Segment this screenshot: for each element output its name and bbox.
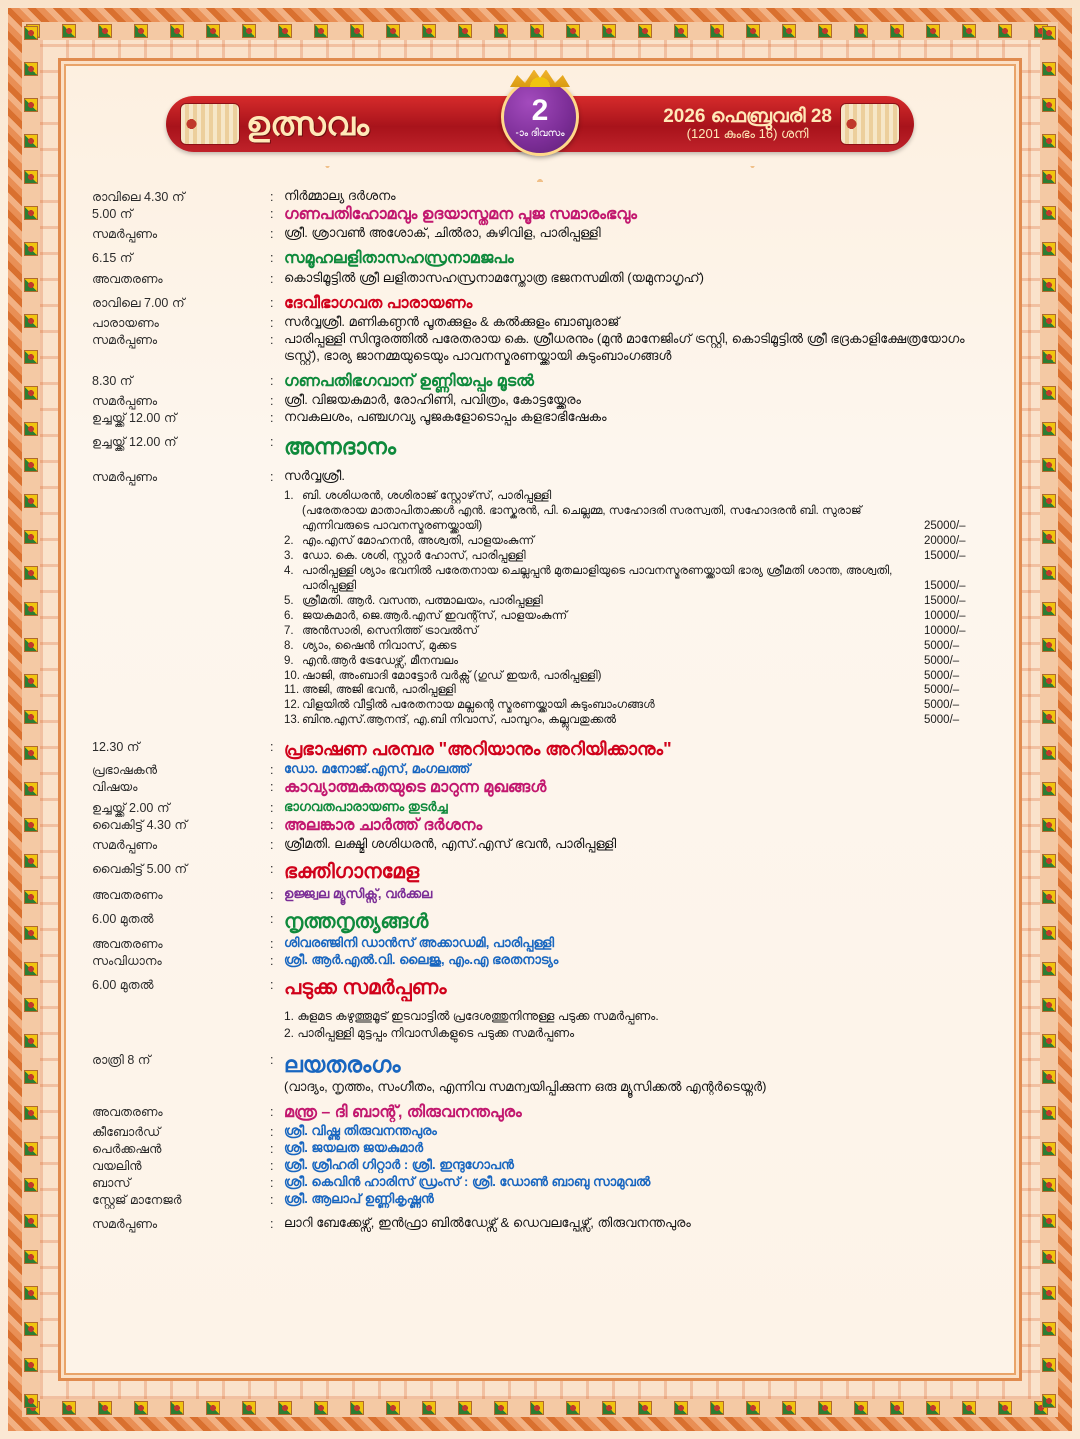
- program-row: [92, 1123, 996, 1140]
- donor-amount: 5000/–: [924, 654, 960, 667]
- donor-amount: 5000/–: [924, 669, 960, 682]
- program-row: [92, 1140, 996, 1157]
- program-time: പാരായണം: [92, 316, 159, 331]
- program-row: [92, 761, 996, 778]
- program-colon: :: [270, 251, 274, 266]
- donor-name: (പരേതരായ മാതാപിതാക്കൾ എൻ. ഭാസ്കരൻ, പി. ചെല്ലമ്മ, സഹോദരി സരസ്വതി, സഹോദരൻ ബി. സുരാജ് എന്നിവരുടെ പാവനസ്മരണയ്ക്കായി): [302, 505, 862, 533]
- donor-row: [284, 713, 996, 728]
- program-colon: :: [270, 227, 274, 242]
- program-colon: :: [270, 838, 274, 853]
- program-description: അന്നദാനം: [284, 434, 397, 460]
- program-row: [92, 1103, 996, 1123]
- program-row: [92, 188, 996, 205]
- program-colon: :: [270, 1176, 274, 1191]
- program-row: [92, 1079, 996, 1096]
- program-time: വൈകിട്ട് 5.00 ന്: [92, 862, 188, 877]
- header-banner: [166, 78, 914, 164]
- donor-index: 10.: [284, 669, 300, 682]
- program-description: പാരിപ്പള്ളി സിന്ദൂരത്തിൽ പരേതരായ കെ. ശ്രീധരനും (മുൻ മാനേജിംഗ് ട്രസ്റ്റി, കൊടിമൂട്ടിൽ ശ്രീ ഭദ്രകാളിക്ഷേത്രയോഗം ട്രസ്റ്റ്), ഭാര്യ ജാനമ്മയുടെയും പാവനസ്മരണയ്ക്കായി കുടുംബാംഗങ്ങൾ: [284, 331, 965, 364]
- donor-amount: 5000/–: [924, 684, 960, 697]
- program-colon: :: [270, 470, 274, 485]
- program-row: [92, 952, 996, 969]
- donor-amount: 25000/–: [924, 520, 966, 533]
- program-colon: :: [270, 1104, 274, 1119]
- program-time: പ്രഭാഷകൻ: [92, 763, 158, 778]
- program-time: സമർപ്പണം: [92, 838, 158, 853]
- program-description: കാവ്യാത്മകതയുടെ മാറുന്ന മുഖങ്ങൾ: [284, 779, 547, 797]
- day-badge: [501, 78, 579, 156]
- program-time: ഉച്ചയ്ക്ക് 12.00 ന്: [92, 435, 177, 450]
- program-colon: :: [270, 780, 274, 795]
- program-colon: :: [270, 373, 274, 388]
- note-item: 1. കുളമട കഴുത്തൂമൂട് ഇടവാട്ടിൽ പ്രദേശത്തുനിന്നുള്ള പടുക്ക സമർപ്പണം.: [284, 1009, 659, 1024]
- program-description: ശ്രീ. വിജയകുമാർ, രോഹിണി, പവിത്രം, കോട്ടയ്ക്കേരം: [284, 392, 581, 408]
- program-list-top: [92, 188, 996, 485]
- program-list-bottom: [92, 1051, 996, 1232]
- program-description: ശ്രീ. ജയലത ജയകുമാർ: [284, 1140, 424, 1156]
- program-row: [92, 372, 996, 392]
- program-time: 6.00 മുതൽ: [92, 978, 154, 993]
- program-row: [92, 1051, 996, 1079]
- donor-spacer-colon: [270, 487, 284, 488]
- program-colon: :: [270, 271, 274, 286]
- program-colon: :: [270, 954, 274, 969]
- program-colon: :: [270, 333, 274, 348]
- program-row: [92, 294, 996, 314]
- program-time: 12.30 ന്: [92, 740, 140, 755]
- program-time: വിഷയം: [92, 780, 138, 795]
- program-description: നിർമ്മാല്യ ദർശനം: [284, 188, 396, 203]
- program-time: അവതരണം: [92, 887, 163, 902]
- program-time: 5.00 ന്: [92, 207, 133, 221]
- program-description: ശ്രീ. ശ്രാവൺ അശോക്, ചിൽരാ, കുഴിവിള, പാരിപ്പള്ളി: [284, 225, 601, 241]
- program-time: സമർപ്പണം: [92, 1217, 158, 1232]
- notes-body: [284, 1008, 996, 1043]
- donor-row: [284, 669, 996, 684]
- program-description: പ്രഭാഷണ പരമ്പര "അറിയാനും അറിയിക്കാനും": [284, 739, 672, 760]
- day-label: -ാം ദിവസം: [515, 127, 565, 139]
- donor-index: 13.: [284, 714, 300, 727]
- program-row: [92, 331, 996, 364]
- program-time: രാത്രി 8 ന്: [92, 1052, 151, 1067]
- notes-row: [92, 1006, 996, 1043]
- donor-index: 7.: [284, 624, 294, 637]
- program-colon: :: [270, 937, 274, 952]
- program-description: സമൂഹലളിതാസഹസ്രനാമജപം: [284, 250, 514, 268]
- program-description: അലങ്കാര ചാർത്ത് ദർശനം: [284, 816, 483, 834]
- program-row: [92, 392, 996, 409]
- program-row: [92, 205, 996, 225]
- program-colon: :: [270, 1142, 274, 1157]
- donor-amount: 5000/–: [924, 714, 960, 727]
- program-colon: [270, 1079, 284, 1080]
- program-colon: :: [270, 817, 274, 832]
- donor-name: എൻ.ആർ ട്രേഡേഴ്സ്, മീനമ്പലം: [302, 654, 459, 667]
- donor-index: 4.: [284, 564, 294, 577]
- padukka-notes: [92, 1006, 996, 1043]
- program-time: സമർപ്പണം: [92, 227, 158, 242]
- program-description: ഉജ്ജ്വല മ്യൂസിക്സ്, വർക്കല: [284, 885, 433, 901]
- donor-index: 9.: [284, 654, 294, 667]
- program-row: [92, 314, 996, 331]
- donor-list: [284, 489, 996, 728]
- program-colon: :: [270, 911, 274, 926]
- program-time: പെർക്കഷൻ: [92, 1142, 162, 1157]
- program-row: [92, 976, 996, 1002]
- program-time: 6.15 ന്: [92, 251, 133, 266]
- donor-row: [284, 534, 996, 549]
- program-colon: :: [270, 1159, 274, 1174]
- program-description: നവകലശം, പഞ്ചഗവ്യ പൂജകളോടൊപ്പം കളഭാഭിഷേകം: [284, 409, 607, 425]
- donor-row: [284, 594, 996, 609]
- donor-amount: 20000/–: [924, 535, 966, 548]
- note-item: 2. പാരിപ്പള്ളി മുട്ടപ്പം നിവാസികളുടെ പടുക്ക സമർപ്പണം: [284, 1026, 575, 1041]
- program-row: [92, 799, 996, 816]
- program-description: സർവ്വശ്രീ. മണികണ്ഠൻ പൂതക്കുളം & കൽക്കുളം ബാബുരാജ്: [284, 314, 620, 330]
- program-colon: :: [270, 411, 274, 426]
- program-time: ബാസ്: [92, 1176, 131, 1191]
- donation-list: [92, 487, 996, 728]
- program-description: ശിവരഞ്ജിനി ഡാൻസ് അക്കാഡമി, പാരിപ്പള്ളി: [284, 935, 555, 951]
- program-row: [92, 409, 996, 426]
- program-row: [92, 270, 996, 287]
- donor-name: ജയകുമാർ, ജെ.ആർ.എസ് ഇവന്റ്സ്, പാളയംകുന്ന്: [302, 609, 568, 622]
- donor-amount: 5000/–: [924, 699, 960, 712]
- donor-name: അൻസാരി, സെനിത്ത് ട്രാവൽസ്: [302, 624, 479, 637]
- program-colon: :: [270, 763, 274, 778]
- program-colon: :: [270, 1217, 274, 1232]
- donor-index: 8.: [284, 639, 294, 652]
- program-time: രാവിലെ 4.30 ന്: [92, 190, 185, 204]
- program-row: [92, 778, 996, 798]
- program-colon: :: [270, 207, 274, 221]
- banner-date-sub: (1201 കുംഭം 16) ശനി: [686, 126, 809, 142]
- donor-index: 6.: [284, 609, 294, 622]
- program-colon: :: [270, 862, 274, 877]
- program-description: ശ്രീ. കെവിൻ ഹാരിസ് ഡ്രംസ് : ശ്രീ. ഡോൺ ബാബു സാമുവൽ: [284, 1174, 651, 1190]
- program-description: മന്ത്ര – ദി ബാന്റ്, തിരുവനന്തപുരം: [284, 1103, 522, 1121]
- program-description: ഭക്തിഗാനമേള: [284, 861, 420, 884]
- temple-motif-icon-right: [840, 103, 900, 145]
- donor-spacer: [92, 487, 270, 488]
- donor-amount: 15000/–: [924, 579, 966, 592]
- donor-name: ശ്രീമതി. ആർ. വസന്ത, പത്മാലയം, പാരിപ്പള്ളി: [302, 594, 543, 607]
- program-time: അവതരണം: [92, 1104, 163, 1119]
- donor-name: ശ്യാം, ഷൈൻ നിവാസ്, മുക്കട: [302, 639, 457, 652]
- program-row: [92, 1191, 996, 1208]
- program-row: [92, 816, 996, 836]
- program-time: ഉച്ചയ്ക്ക് 12.00 ന്: [92, 411, 177, 426]
- temple-motif-icon-left: [180, 103, 240, 145]
- program-description: നൃത്തനൃത്യങ്ങൾ: [284, 910, 429, 933]
- program-row: [92, 249, 996, 269]
- program-description: ഗണപതിഭഗവാന് ഉണ്ണിയപ്പം മൂടൽ: [284, 372, 534, 390]
- program-row: [92, 225, 996, 242]
- program-description: ശ്രീമതി. ലക്ഷ്മി ശശിധരൻ, എസ്.എസ് ഭവൻ, പാരിപ്പള്ളി: [284, 836, 617, 852]
- program-colon: :: [270, 740, 274, 755]
- donor-amount: 15000/–: [924, 594, 966, 607]
- donor-name: ബി. ശശിധരൻ, ശശിരാജ് സ്റ്റോഴ്‌സ്, പാരിപ്പള്ളി: [302, 490, 552, 503]
- donor-amount: 5000/–: [924, 639, 960, 652]
- banner-title: ഉത്സവം: [246, 104, 370, 142]
- program-description: ഡോ. മനോജ്.എസ്, മംഗലത്ത്: [284, 761, 471, 777]
- donor-row: [284, 639, 996, 654]
- program-time: കീബോർഡ്: [92, 1125, 161, 1140]
- donor-amount: 15000/–: [924, 550, 966, 563]
- program-description: സർവ്വശ്രീ.: [284, 468, 345, 484]
- donor-row: [284, 609, 996, 624]
- program-description: ശ്രീ. ആലാപ് ഉണ്ണികൃഷ്ണൻ: [284, 1191, 434, 1207]
- program-time: വയലിൻ: [92, 1159, 142, 1174]
- program-row: [92, 836, 996, 853]
- donor-index: 1.: [284, 490, 294, 503]
- program-time: അവതരണം: [92, 937, 163, 952]
- banner-date-block: [663, 106, 832, 143]
- program-colon: :: [270, 800, 274, 815]
- program-colon: :: [270, 295, 274, 310]
- program-colon: :: [270, 316, 274, 331]
- day-number: 2: [531, 93, 549, 127]
- program-description: കൊടിമൂട്ടിൽ ശ്രീ ലളിതാസഹസ്രനാമസ്തോത്ര ഭജനസമിതി (യമുനാഗൃഹ്): [284, 269, 704, 285]
- program-description: ഗണപതിഹോമവും ഉദയാസ്തമന പൂജ സമാരംഭവും: [284, 206, 637, 223]
- donor-name: അജി, അജി ഭവൻ, പാരിപ്പള്ളി: [302, 684, 456, 697]
- program-description: പടുക്ക സമർപ്പണം: [284, 977, 447, 1000]
- program-time: സമർപ്പണം: [92, 394, 158, 409]
- program-time: സമർപ്പണം: [92, 333, 158, 348]
- program-row: [92, 886, 996, 903]
- program-colon: :: [270, 887, 274, 902]
- program-row: [92, 1174, 996, 1191]
- program-description: ലയതരംഗം: [284, 1051, 401, 1077]
- program-time: 6.00 മുതൽ: [92, 911, 154, 926]
- program-time: സമർപ്പണം: [92, 470, 158, 485]
- donor-index: 3.: [284, 550, 294, 563]
- program-colon: :: [270, 1193, 274, 1208]
- program-time: [92, 1079, 270, 1080]
- donor-row: [284, 549, 996, 564]
- donor-row: [284, 654, 996, 669]
- crown-icon: [510, 70, 570, 87]
- poster-content: [66, 70, 1014, 1369]
- program-time: അവതരണം: [92, 271, 163, 286]
- program-time: ഉച്ചയ്ക്ക് 2.00 ന്: [92, 800, 170, 815]
- donor-name: പാരിപ്പള്ളി ശ്യാം ഭവനിൽ പരേതനായ ചെല്ലപ്പൻ മുതലാളിയുടെ പാവനസ്മരണയ്ക്കായി ഭാര്യ ശ്രീമതി ശാന്ത, അശ്വതി, പാരിപ്പള്ളി: [302, 564, 893, 592]
- donor-row: [284, 564, 996, 594]
- program-colon: :: [270, 394, 274, 409]
- notes-spacer-colon: [270, 1006, 284, 1007]
- program-row: [92, 433, 996, 461]
- banner-swash-ornament: [186, 166, 894, 182]
- donor-index: 11.: [284, 684, 300, 697]
- program-row: [92, 910, 996, 936]
- donor-name: വിളയിൽ വീട്ടിൽ പരേതനായ മല്ലന്റെ സ്മരണയ്ക്കായി കുടുംബാംഗങ്ങൾ: [302, 699, 655, 712]
- program-description: ശ്രീ. വിഷ്ണു തിരുവനന്തപുരം: [284, 1123, 437, 1139]
- program-time: 8.30 ന്: [92, 373, 133, 388]
- notes-spacer: [92, 1006, 270, 1007]
- program-description: (വാദ്യം, നൃത്തം, സംഗീതം, എന്നിവ സമന്വയിപ്പിക്കുന്ന ഒരു മ്യൂസിക്കൽ എന്റർടെയ്നർ): [284, 1078, 767, 1094]
- program-row: [92, 738, 996, 761]
- donor-name: ഡോ. കെ. ശശി, സ്റ്റാർ ഹോസ്, പാരിപ്പള്ളി: [302, 550, 526, 563]
- donor-row: [284, 698, 996, 713]
- program-time: രാവിലെ 7.00 ന്: [92, 295, 185, 310]
- program-description: ശ്രീ. ആർ.എൽ.വി. ലൈജു, എം.എ ഭരതനാട്യം: [284, 952, 559, 968]
- donor-row: [284, 489, 996, 504]
- program-row: [92, 935, 996, 952]
- program-colon: :: [270, 1052, 274, 1067]
- donor-index: 2.: [284, 535, 294, 548]
- banner-date: 2026 ഫെബ്രുവരി 28: [663, 105, 832, 127]
- donor-table: [92, 487, 996, 728]
- program-row: [92, 860, 996, 886]
- program-colon: :: [270, 190, 274, 204]
- donor-index: 12.: [284, 699, 300, 712]
- program-colon: :: [270, 435, 274, 450]
- program-description: ശ്രീ. ശ്രീഹരി ഗിറ്റാർ : ശ്രീ. ഇന്ദുഗോപൻ: [284, 1157, 514, 1173]
- donor-row: [284, 624, 996, 639]
- program-time: സ്റ്റേജ് മാനേജർ: [92, 1193, 182, 1208]
- donor-row: [284, 683, 996, 698]
- program-colon: :: [270, 978, 274, 993]
- program-time: വൈകിട്ട് 4.30 ന്: [92, 817, 188, 832]
- program-description: ലാറി ബേക്കേഴ്സ്, ഇൻഫ്രാ ബിൽഡേഴ്സ് & ഡെവലപ്പേഴ്സ്, തിരുവനന്തപുരം: [284, 1215, 691, 1231]
- program-list-middle: [92, 738, 996, 1002]
- program-description: ദേവീഭാഗവത പാരായണം: [284, 294, 473, 312]
- program-row: [92, 468, 996, 485]
- program-row: [92, 1215, 996, 1232]
- program-row: [92, 1157, 996, 1174]
- program-description: ഭാഗവതപാരായണം തുടർച്ച: [284, 798, 448, 814]
- donor-note: [302, 504, 996, 534]
- donor-index: 5.: [284, 594, 294, 607]
- donor-name: ഷാജി, അംബാദി മോട്ടോർ വർക്സ് (ഗുഡ് ഇയർ, പാരിപ്പള്ളി): [302, 669, 602, 682]
- donor-name: എം.എസ് മോഹനൻ, അശ്വതി, പാളയംകുന്ന്: [302, 535, 535, 548]
- donor-name: ബിനു.എസ്.ആനന്ദ്, എ.ബി നിവാസ്, പാമ്പുറം, കല്ലുവതുക്കൽ: [302, 714, 617, 727]
- donor-amount: 10000/–: [924, 609, 966, 622]
- program-colon: :: [270, 1125, 274, 1140]
- program-time: സംവിധാനം: [92, 954, 162, 969]
- donor-amount: 10000/–: [924, 624, 966, 637]
